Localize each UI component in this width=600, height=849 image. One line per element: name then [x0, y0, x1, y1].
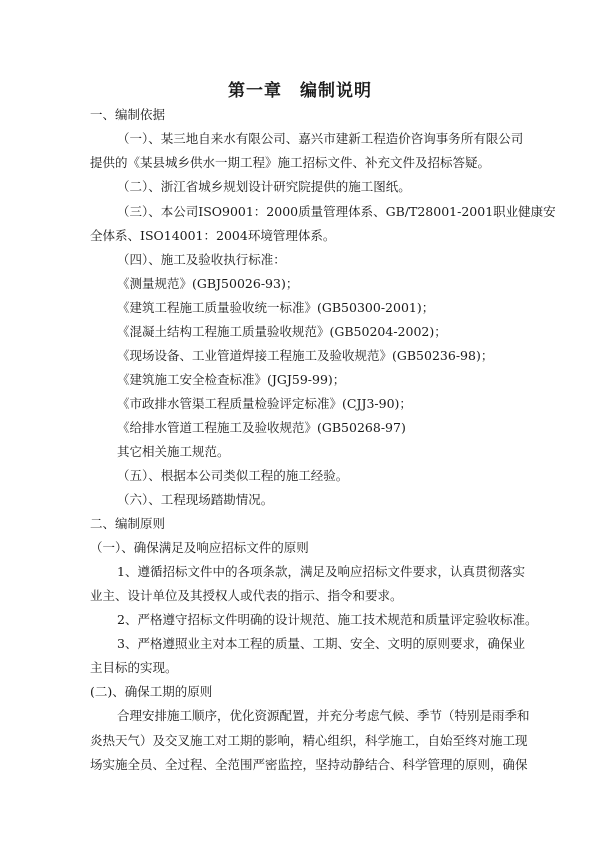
standard-item: 《给排水管道工程施工及验收规范》(GB50268-97) [117, 420, 406, 435]
standard-item: 《建筑工程施工质量验收统一标准》(GB50300-2001)； [117, 300, 435, 315]
subsection-heading: （一）、确保满足及响应招标文件的原则 [90, 540, 309, 555]
standard-item: 《混凝土结构工程施工质量验收规范》(GB50204-2002)； [117, 324, 447, 339]
paragraph-line: 提供的《某县城乡供水一期工程》施工招标文件、补充文件及招标答疑。 [90, 155, 491, 170]
section-heading-principle: 二、编制原则 [90, 516, 166, 531]
paragraph-line: 全体系、ISO14001：2004环境管理体系。 [90, 228, 336, 243]
paragraph-line: 1、遵循招标文件中的各项条款，满足及响应招标文件要求，认真贯彻落实 [117, 564, 525, 579]
paragraph-line: （三）、本公司ISO9001：2000质量管理体系、GB/T28001-2001职业健康安 [117, 204, 556, 219]
section-heading-basis: 一、编制依据 [90, 107, 166, 122]
paragraph-line: （六）、工程现场踏勘情况。 [117, 492, 274, 507]
paragraph-line: 炎热天气）及交叉施工对工期的影响，精心组织，科学施工，自始至终对施工现 [90, 733, 528, 748]
paragraph-line: 业主、设计单位及其授权人或代表的指示、指令和要求。 [90, 588, 403, 603]
paragraph-line: （二）、浙江省城乡规划设计研究院提供的施工图纸。 [117, 179, 411, 194]
standard-item: 《测量规范》(GBJ50026-93)； [117, 276, 299, 291]
paragraph-line: 主目标的实现。 [90, 660, 178, 675]
standard-item: 《建筑施工安全检查标准》(JGJ59-99)； [117, 372, 346, 387]
paragraph-line: （五）、根据本公司类似工程的施工经验。 [117, 468, 349, 483]
standard-item: 《市政排水管渠工程质量检验评定标准》(CJJ3-90)； [117, 396, 412, 411]
subsection-heading: (二)、确保工期的原则 [90, 684, 213, 699]
paragraph-line: 2、严格遵守招标文件明确的设计规范、施工技术规范和质量评定验收标准。 [117, 612, 538, 627]
paragraph-line: （一）、某三地自来水有限公司、嘉兴市建新工程造价咨询事务所有限公司 [117, 131, 524, 146]
paragraph-line: 合理安排施工顺序，优化资源配置，并充分考虑气候、季节（特别是雨季和 [117, 708, 530, 723]
chapter-title: 第一章 编制说明 [228, 81, 372, 101]
paragraph-line: 3、严格遵照业主对本工程的质量、工期、安全、文明的原则要求，确保业 [117, 636, 525, 651]
paragraph-line: （四）、施工及验收执行标准： [117, 252, 286, 267]
standard-item: 《现场设备、工业管道焊接工程施工及验收规范》(GB50236-98)； [117, 348, 494, 363]
paragraph-line: 其它相关施工规范。 [117, 444, 230, 459]
paragraph-line: 场实施全员、全过程、全范围严密监控，坚持动静结合、科学管理的原则，确保 [90, 757, 528, 772]
